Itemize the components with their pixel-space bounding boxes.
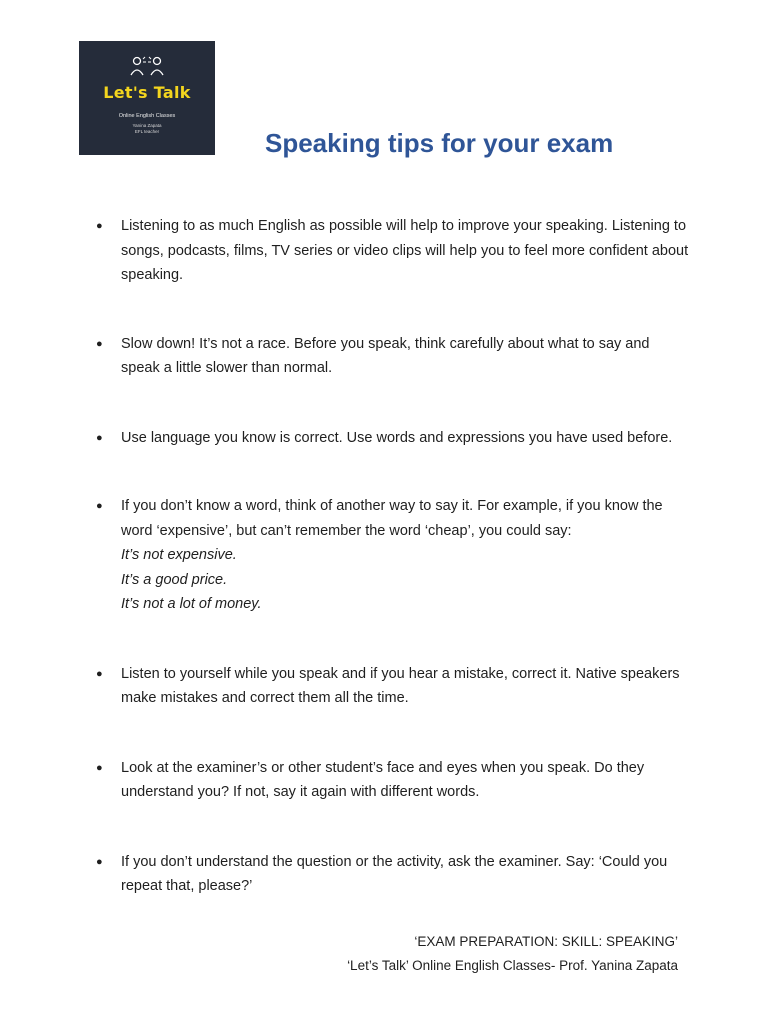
bullet-icon: ●: [96, 337, 103, 350]
tip-text: Listen to yourself while you speak and if you hear a mistake, correct it. Native speakers make mistakes and correct them all the time.: [121, 665, 680, 706]
speaking-people-icon: [127, 55, 167, 81]
logo-teacher: [79, 123, 215, 134]
tip-text: If you don’t know a word, think of another way to say it. For example, if you know the word ‘expensive’, but can’t remember the word ‘cheap’, you could say:: [121, 498, 663, 539]
tip-text: If you don’t understand the question or the activity, ask the examiner. Say: ‘Could you repeat that, please?’: [121, 853, 668, 894]
tip-text: Listening to as much English as possible will help to improve your speaking. Listening to songs, podcasts, films, TV series or video clips will help you to feel more confident about speaking.: [121, 218, 689, 283]
example-line: It’s not a lot of money.: [121, 596, 262, 612]
footer-line-1: ‘EXAM PREPARATION: SKILL: SPEAKING’: [414, 934, 678, 949]
bullet-icon: ●: [96, 500, 103, 512]
tip-text: Slow down! It’s not a race. Before you speak, think carefully about what to say and speak a little slower than normal.: [121, 335, 650, 376]
tip-item: [92, 426, 692, 451]
tip-item: [92, 494, 692, 617]
example-line: It’s not expensive.: [121, 547, 237, 563]
bullet-icon: ●: [96, 667, 103, 680]
tip-item: [92, 332, 692, 381]
logo-title: Let's Talk: [103, 83, 191, 102]
footer: [347, 930, 678, 978]
tip-item: [92, 850, 692, 899]
example-line: It’s a good price.: [121, 571, 228, 588]
bullet-icon: ●: [96, 855, 103, 868]
logo-teacher-name: Yanina Zapata: [132, 123, 162, 128]
bullet-icon: ●: [96, 761, 103, 774]
tip-item: [92, 214, 692, 288]
logo: [79, 41, 215, 155]
logo-subtitle: Online English Classes: [118, 113, 176, 119]
tip-text: Look at the examiner’s or other student’s face and eyes when you speak. Do they understand you? If not, say it again with different words.: [121, 759, 645, 800]
tip-text: Use language you know is correct. Use words and expressions you have used before.: [121, 429, 673, 446]
tips-list: [92, 214, 692, 899]
logo-teacher-role: EFL teacher: [134, 128, 160, 134]
bullet-icon: ●: [96, 220, 103, 232]
page-title: Speaking tips for your exam: [265, 128, 614, 158]
bullet-icon: ●: [96, 431, 103, 444]
tip-item: [92, 662, 692, 711]
tip-item: [92, 756, 692, 805]
footer-line-2: ‘Let’s Talk’ Online English Classes- Prof. Yanina Zapata: [347, 958, 678, 973]
